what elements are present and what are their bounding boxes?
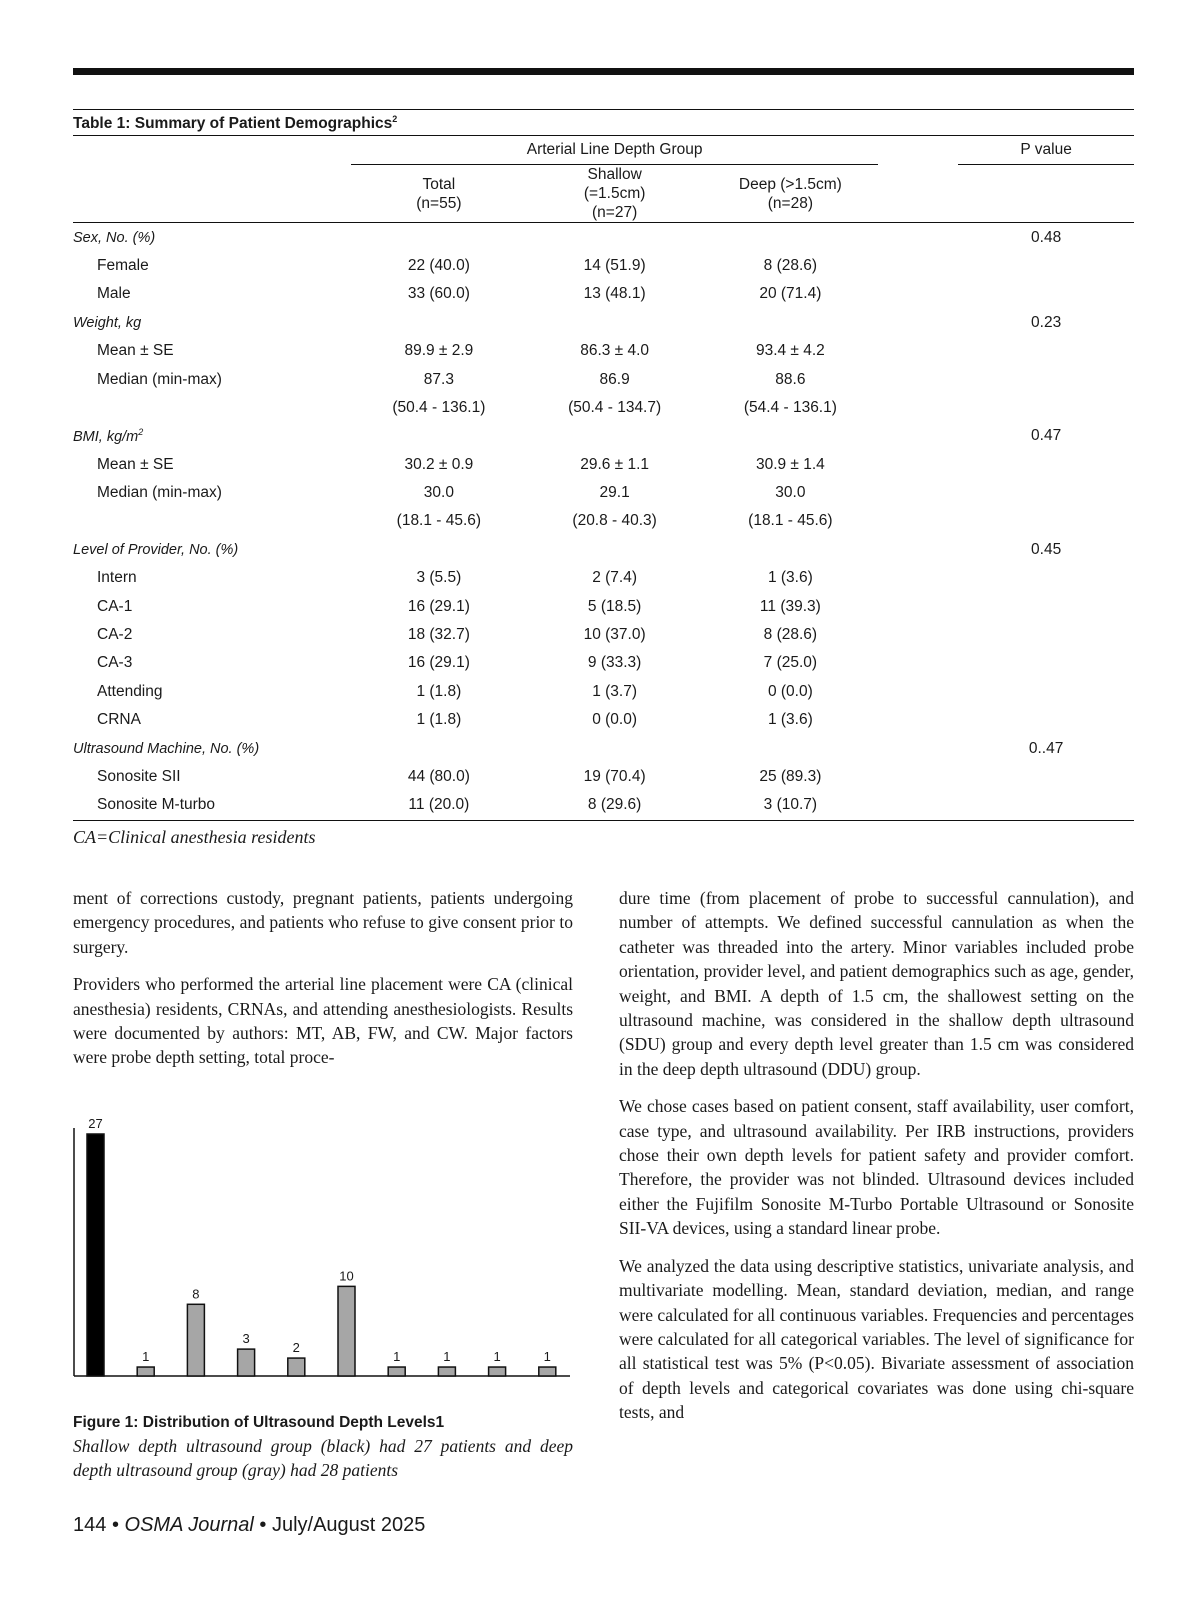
body-paragraph: Providers who performed the arterial line placement were CA (clinical anesthesia) residents, CRNAs, and attending anesthesiologists. Results were documented by authors: MT, AB, FW, and CW. Major factors were probe depth setting, total proce- bbox=[73, 974, 573, 1068]
cell-deep: (54.4 - 136.1) bbox=[743, 398, 837, 416]
row-label: CRNA bbox=[97, 711, 141, 729]
depth-distribution-chart bbox=[73, 1116, 573, 1380]
cell-deep: 88.6 bbox=[775, 370, 806, 388]
table-row bbox=[73, 394, 1134, 422]
section-label-text: Level of Provider, No. (%) bbox=[73, 541, 239, 558]
cell-total: 1 (1.8) bbox=[416, 711, 462, 729]
cell-deep: 30.9 ± 1.4 bbox=[755, 455, 825, 473]
p-value: 0.48 bbox=[1031, 228, 1062, 246]
section-label-text: BMI, kg/m bbox=[73, 429, 139, 446]
cell-shallow: 10 (37.0) bbox=[583, 626, 646, 644]
section-label bbox=[73, 734, 351, 762]
section-label-text: Ultrasound Machine, No. (%) bbox=[73, 740, 260, 757]
row-label bbox=[73, 394, 351, 422]
bar-shallow bbox=[87, 1134, 104, 1376]
cell-total: 30.0 bbox=[423, 484, 454, 502]
cell-deep: 7 (25.0) bbox=[763, 654, 818, 672]
bar-deep bbox=[438, 1367, 455, 1376]
table-row bbox=[73, 791, 1134, 820]
bar-value-label: 1 bbox=[443, 1349, 451, 1365]
cell-total: 30.2 ± 0.9 bbox=[404, 455, 474, 473]
table-row bbox=[73, 507, 1134, 535]
row-label: CA-3 bbox=[97, 654, 133, 672]
body-column-left bbox=[73, 886, 573, 1083]
table-title-text: Table 1: Summary of Patient Demographics bbox=[73, 115, 393, 133]
row-label: Sonosite M-turbo bbox=[73, 791, 351, 820]
table-row bbox=[73, 706, 1134, 734]
bar-series bbox=[87, 1116, 556, 1376]
row-label: Mean ± SE bbox=[97, 342, 174, 360]
cell-shallow: 86.3 ± 4.0 bbox=[580, 342, 650, 360]
cell-shallow: 86.9 bbox=[599, 370, 630, 388]
cell-deep: 8 (28.6) bbox=[763, 256, 818, 274]
col-header-total: Total (n=55) bbox=[351, 165, 527, 223]
table-section-row bbox=[73, 223, 1134, 252]
table-section-row bbox=[73, 422, 1134, 450]
bar-deep bbox=[238, 1349, 255, 1376]
cell-total: 1 (1.8) bbox=[416, 682, 462, 700]
table-row bbox=[73, 280, 1134, 308]
bar-value-label: 8 bbox=[192, 1286, 200, 1302]
bar-deep bbox=[489, 1367, 506, 1376]
col-header-shallow: Shallow (=1.5cm) (n=27) bbox=[527, 165, 703, 223]
table-row bbox=[73, 564, 1134, 592]
bar-value-label: 1 bbox=[493, 1349, 501, 1365]
footer-bullet: • bbox=[111, 1514, 119, 1536]
table-row bbox=[73, 337, 1134, 365]
cell-total: 87.3 bbox=[423, 370, 454, 388]
p-value: 0.47 bbox=[1031, 427, 1062, 445]
cell-shallow: 14 (51.9) bbox=[583, 256, 646, 274]
row-label: Mean ± SE bbox=[97, 455, 174, 473]
cell-total: (18.1 - 45.6) bbox=[396, 512, 482, 530]
table-title-ref: 2 bbox=[392, 114, 398, 124]
bar-deep bbox=[539, 1367, 556, 1376]
p-value-header: P value bbox=[958, 136, 1134, 165]
cell-shallow: 5 (18.5) bbox=[587, 597, 642, 615]
top-rule bbox=[73, 68, 1134, 75]
p-value: 0.23 bbox=[1031, 313, 1062, 331]
footer-bullet: • bbox=[259, 1514, 267, 1536]
cell-deep: 1 (3.6) bbox=[767, 711, 813, 729]
body-paragraph: We chose cases based on patient consent, staff availability, user comfort, case type, and ultrasound availability. Per IRB instructions, providers chose their own depth levels for patient safety and provider comfort. Therefore, the provider was not blinded. Ultrasound devices included either the Fujifilm Sonosite M-Turbo Portable Ultrasound or Sonosite SII-VA devices, using a standard linear probe. bbox=[619, 1096, 1134, 1239]
cell-total: 33 (60.0) bbox=[407, 285, 470, 303]
cell-deep: 1 (3.6) bbox=[767, 569, 813, 587]
bar-value-label: 1 bbox=[142, 1349, 150, 1365]
bar-deep bbox=[137, 1367, 154, 1376]
bar-deep bbox=[288, 1358, 305, 1376]
table-row bbox=[73, 479, 1134, 507]
bar-value-label: 1 bbox=[543, 1349, 551, 1365]
row-label: Median (min-max) bbox=[97, 484, 222, 502]
cell-shallow: 19 (70.4) bbox=[583, 768, 646, 785]
cell-total: (50.4 - 136.1) bbox=[392, 398, 486, 416]
cell-total: 44 (80.0) bbox=[407, 768, 470, 785]
p-value: 0.45 bbox=[1031, 540, 1062, 558]
row-label: Intern bbox=[97, 569, 137, 587]
row-label: CA-1 bbox=[97, 597, 133, 615]
demographics-table bbox=[73, 109, 1134, 848]
bar-deep bbox=[338, 1286, 355, 1376]
table-row bbox=[73, 678, 1134, 706]
figure-caption bbox=[73, 1414, 573, 1482]
cell-shallow: 8 (29.6) bbox=[527, 791, 703, 820]
table-row bbox=[73, 592, 1134, 620]
body-paragraph: dure time (from placement of probe to successful cannulation), and number of attempts. We defined successful cannulation as when the catheter was threaded into the artery. Minor variables included probe orientation, provider level, and patient demographics such as age, gender, weight, and BMI. A depth of 1.5 cm, the shallowest setting on the ultrasound machine, was considered in the shallow depth ultrasound (SDU) group and every depth level greater than 1.5 cm was considered in the deep depth ultrasound (DDU) group. bbox=[619, 888, 1134, 1079]
figure-description: Shallow depth ultrasound group (black) had 27 patients and deep depth ultrasound group (gray) had 28 patients bbox=[73, 1436, 573, 1480]
cell-shallow: 13 (48.1) bbox=[583, 285, 646, 303]
table-title bbox=[73, 110, 1134, 135]
issue-date: July/August 2025 bbox=[271, 1514, 426, 1536]
bar-value-label: 27 bbox=[88, 1116, 103, 1131]
section-label bbox=[73, 536, 351, 564]
col-header-deep: Deep (>1.5cm) (n=28) bbox=[703, 165, 879, 223]
cell-deep: 30.0 bbox=[775, 484, 806, 502]
bar-deep bbox=[388, 1367, 405, 1376]
cell-deep: 11 (39.3) bbox=[759, 597, 821, 615]
cell-shallow: (50.4 - 134.7) bbox=[568, 398, 662, 416]
body-paragraph: ment of corrections custody, pregnant patients, patients undergoing emergency procedures, and patients who refuse to give consent prior to surgery. bbox=[73, 888, 573, 957]
cell-shallow: 9 (33.3) bbox=[587, 654, 642, 672]
cell-shallow: 2 (7.4) bbox=[592, 569, 638, 587]
row-label: Sonosite SII bbox=[97, 768, 181, 785]
cell-deep: 93.4 ± 4.2 bbox=[755, 342, 825, 360]
cell-deep: 20 (71.4) bbox=[759, 285, 822, 303]
journal-name: OSMA Journal bbox=[124, 1514, 254, 1536]
row-label: CA-2 bbox=[97, 626, 133, 644]
cell-shallow: 29.6 ± 1.1 bbox=[580, 455, 650, 473]
cell-total: 16 (29.1) bbox=[407, 597, 470, 615]
body-paragraph: We analyzed the data using descriptive statistics, univariate analysis, and multivariate modelling. Mean, standard deviation, median, and range were calculated for all continuous variables. Frequencies and percentages were calculated for all categorical variables. The level of significance for all statistical test was 5% (P<0.05). Bivariate assessment of association of depth levels and categorical covariates was done using chi-square tests, and bbox=[619, 1255, 1134, 1423]
p-value: 0..47 bbox=[1028, 739, 1064, 757]
table-row bbox=[73, 763, 1134, 791]
cell-total: 3 (5.5) bbox=[416, 569, 462, 587]
cell-total: 11 (20.0) bbox=[351, 791, 527, 820]
body-column-right bbox=[619, 886, 1134, 1438]
section-label bbox=[73, 309, 351, 337]
bar-value-label: 2 bbox=[292, 1340, 300, 1356]
cell-deep: (18.1 - 45.6) bbox=[748, 512, 833, 530]
cell-total: 89.9 ± 2.9 bbox=[404, 342, 474, 360]
bar-value-label: 1 bbox=[393, 1349, 401, 1365]
figure-title: Figure 1: Distribution of Ultrasound Depth Levels1 bbox=[73, 1414, 445, 1431]
column-header-row bbox=[73, 165, 1134, 223]
table-footnote: CA=Clinical anesthesia residents bbox=[73, 826, 316, 847]
cell-shallow: 0 (0.0) bbox=[592, 711, 638, 729]
cell-deep: 25 (89.3) bbox=[759, 768, 822, 785]
row-label: Female bbox=[97, 256, 149, 274]
table-section-row bbox=[73, 309, 1134, 337]
section-label bbox=[73, 223, 351, 252]
table-row bbox=[73, 621, 1134, 649]
group-label: Arterial Line Depth Group bbox=[351, 136, 878, 165]
table-body bbox=[73, 136, 1134, 820]
cell-total: 22 (40.0) bbox=[407, 256, 470, 274]
table-row bbox=[73, 252, 1134, 280]
table-row bbox=[73, 451, 1134, 479]
table-row bbox=[73, 649, 1134, 677]
bar-value-label: 3 bbox=[242, 1331, 250, 1347]
bar-value-label: 10 bbox=[339, 1268, 354, 1284]
cell-shallow: (20.8 - 40.3) bbox=[572, 512, 657, 530]
cell-deep: 8 (28.6) bbox=[763, 626, 818, 644]
row-label bbox=[73, 507, 351, 535]
section-label bbox=[73, 422, 351, 450]
cell-shallow: 29.1 bbox=[599, 484, 630, 502]
row-label: Male bbox=[97, 285, 131, 303]
cell-shallow: 1 (3.7) bbox=[592, 682, 638, 700]
table-row bbox=[73, 365, 1134, 393]
row-label: Median (min-max) bbox=[97, 370, 222, 388]
cell-total: 16 (29.1) bbox=[407, 654, 470, 672]
bar-deep bbox=[187, 1304, 204, 1376]
page-footer bbox=[73, 1514, 425, 1537]
group-header-row bbox=[73, 136, 1134, 165]
cell-deep: 0 (0.0) bbox=[767, 682, 813, 700]
page-number: 144 bbox=[73, 1514, 107, 1536]
section-label-superscript: 2 bbox=[138, 427, 144, 438]
table-section-row bbox=[73, 536, 1134, 564]
cell-deep: 3 (10.7) bbox=[703, 791, 879, 820]
demographics-grid bbox=[73, 136, 1134, 821]
cell-total: 18 (32.7) bbox=[407, 626, 470, 644]
row-label: Attending bbox=[97, 682, 163, 700]
table-section-row bbox=[73, 734, 1134, 762]
section-label-text: Sex, No. (%) bbox=[73, 229, 156, 246]
section-label-text: Weight, kg bbox=[73, 314, 142, 331]
